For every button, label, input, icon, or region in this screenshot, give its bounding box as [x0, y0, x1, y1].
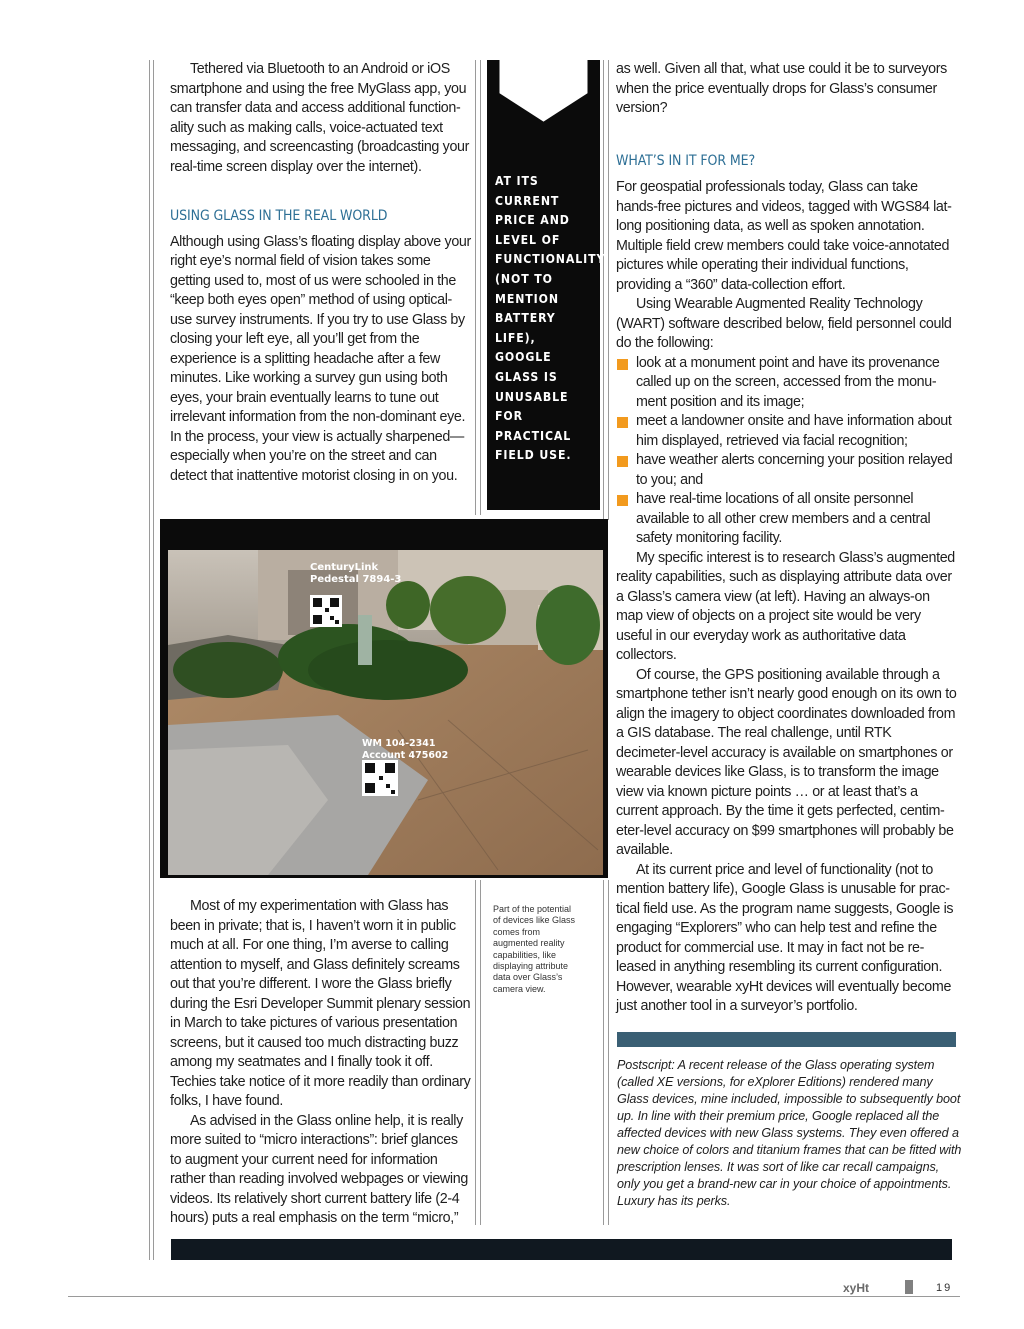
bullet-item: meet a landowner onsite and have information about him displayed, retrieved via facial recognition; [616, 412, 959, 451]
right-column [616, 60, 959, 1017]
column-rule [603, 880, 604, 1225]
photo-label-2-line-2: Account 475602 [362, 750, 449, 761]
column-rule [608, 60, 609, 520]
page-number: 19 [936, 1282, 953, 1294]
right-paragraph-2: Using Wearable Augmented Reality Technology (WART) software described below, field personnel could do the following: [616, 296, 952, 351]
right-top-paragraph: as well. Given all that, what use could it be to surveyors when the price eventually drops for Glass’s consumer version? [616, 61, 947, 116]
right-paragraph-1: For geospatial professionals today, Glass can take hands-free pictures and videos, tagged with WGS84 lat-long positioning data, as well as spoken annotation. Multiple field crew members could take voice-annotated pictures while operating their individual functions, providing a “360” data-collection effort. [616, 179, 952, 293]
bottom-bar [171, 1239, 952, 1260]
pull-quote-box [487, 60, 606, 510]
bullet-item: look at a monument point and have its provenance called up on the screen, accessed from the monument position and its image; [616, 354, 959, 413]
postscript [617, 1057, 962, 1210]
pull-quote-text: AT ITS CURRENT PRICE AND LEVEL OF FUNCTIONALITY (NOT TO MENTION BATTERY LIFE), GOOGLE GLASS IS UNUSABLE FOR PRACTICAL FIELD USE. [495, 174, 606, 463]
column-rule [153, 60, 154, 1260]
postscript-label: Postscript: [617, 1058, 675, 1072]
left-column-upper [170, 60, 472, 486]
bullet-list [616, 354, 959, 549]
footer-brand: xyHt [843, 1281, 870, 1295]
column-rule [475, 880, 476, 1225]
column-rule [149, 60, 150, 1260]
right-paragraph-4: Of course, the GPS positioning available through a smartphone tether isn’t nearly good enough on its own to align the imagery to object coordinates downloaded from a GIS database. The real challenge, until RTK decimeter-level accuracy is available on smartphones or wearable devices like Glass, is to transform the image view via known picture points … or at least that’s a current approach. By the time it gets perfected, centimeter-level accuracy on $99 smartphones will probably be available. [616, 666, 957, 858]
column-rule [608, 880, 609, 1225]
intro-paragraph: Tethered via Bluetooth to an Android or iOS smartphone and using the free MyGlass app, you can transfer data and access additional functionality such as making calls, voice-actuated text messaging, and screencasting (broadcasting your real-time screen display over the internet). [170, 61, 470, 175]
right-paragraph-3: My specific interest is to research Glass’s augmented reality capabilities, such as displaying attribute data over a Glass’s camera view (at left). Having an always-on map view of objects on a project site would be very useful in our everyday work as authoritative data collectors. [616, 549, 955, 663]
footer-rule [68, 1296, 960, 1297]
lower-paragraph-1: Most of my experimentation with Glass has been in private; that is, I haven’t worn it in public much at all. For one thing, I’m averse to calling attention to myself, and Glass definitely screams out that you’re different. I wore the Glass briefly during the Esri Developer Summit plenary session in March to take pictures of various presentation screens, but it caused too much distracting buzz among my seatmates and I finally took it off. Techies take notice of it more readily than ordinary folks, I have found. [170, 898, 471, 1109]
section-heading-whats-in-it: WHAT’S IN IT FOR ME? [616, 152, 756, 169]
augmented-reality-photo [168, 550, 603, 875]
postscript-bar [617, 1032, 956, 1047]
real-world-paragraph: Although using Glass’s floating display above your right eye’s normal field of vision takes some getting used to, most of us were schooled in the “keep both eyes open” method of using optical-use survey instruments. If you try to use Glass by closing your left eye, all you’ll get from the experience is a splitting headache after a few minutes. Like working a survey gun using both eyes, your brain eventually learns to tune out irrelevant information from the non-dominant eye. In the process, your view is actually sharpened—especially when you’re on the street and can detect that inattentive motorist closing in on you. [170, 233, 471, 484]
postscript-text: A recent release of the Glass operating system (called XE versions, for eXplorer Editions) rendered many Glass devices, mine included, impossible to subsequently boot up. In line with their premium price, Google replaced all the affected devices with new Glass systems. They even offered a new choice of colors and titanium frames that can be fitted with prescription lenses. It was sort of like car recall campaigns, only you get a brand-new car in your choice of appointments. Luxury has its perks. [617, 1058, 962, 1208]
column-rule [475, 60, 476, 515]
photo-label-2-line-1: WM 104-2341 [362, 738, 436, 749]
column-rule [480, 880, 481, 1225]
photo-label-1-line-1: CenturyLink [310, 562, 379, 573]
bullet-item: have real-time locations of all onsite personnel available to all other crew members and a central safety monitoring facility. [616, 490, 959, 549]
bullet-item: have weather alerts concerning your position relayed to you; and [616, 451, 959, 490]
column-rule [603, 60, 604, 520]
column-rule [480, 60, 481, 515]
photo-label-1-line-2: Pedestal 7894-3 [310, 574, 402, 585]
footer-block [905, 1280, 913, 1294]
section-heading-real-world: USING GLASS IN THE REAL WORLD [170, 208, 388, 224]
lower-paragraph-2: As advised in the Glass online help, it is really more suited to “micro interactions”: brief glances to augment your current need for information rather than reading involved webpages or viewing videos. Its relatively short current battery life (2-4 hours) puts a real emphasis on the term “micro,” [170, 1112, 468, 1226]
chevron-notch-icon [487, 60, 600, 122]
right-paragraph-5: At its current price and level of functionality (not to mention battery life), Google Glass is unusable for practical field use. As the program name suggests, Google is engaging “Explorers” who can help test and refine the product for commercial use. It may in fact not be released in anything resembling its current configuration. However, wearable xyHt devices will eventually become just another tool in a surveyor’s portfolio. [616, 861, 954, 1014]
photo-caption: Part of the potential of devices like Glass comes from augmented reality capabilities, like displaying attribute data over Glass’s camera view. [493, 904, 576, 994]
left-column-lower [170, 897, 472, 1229]
